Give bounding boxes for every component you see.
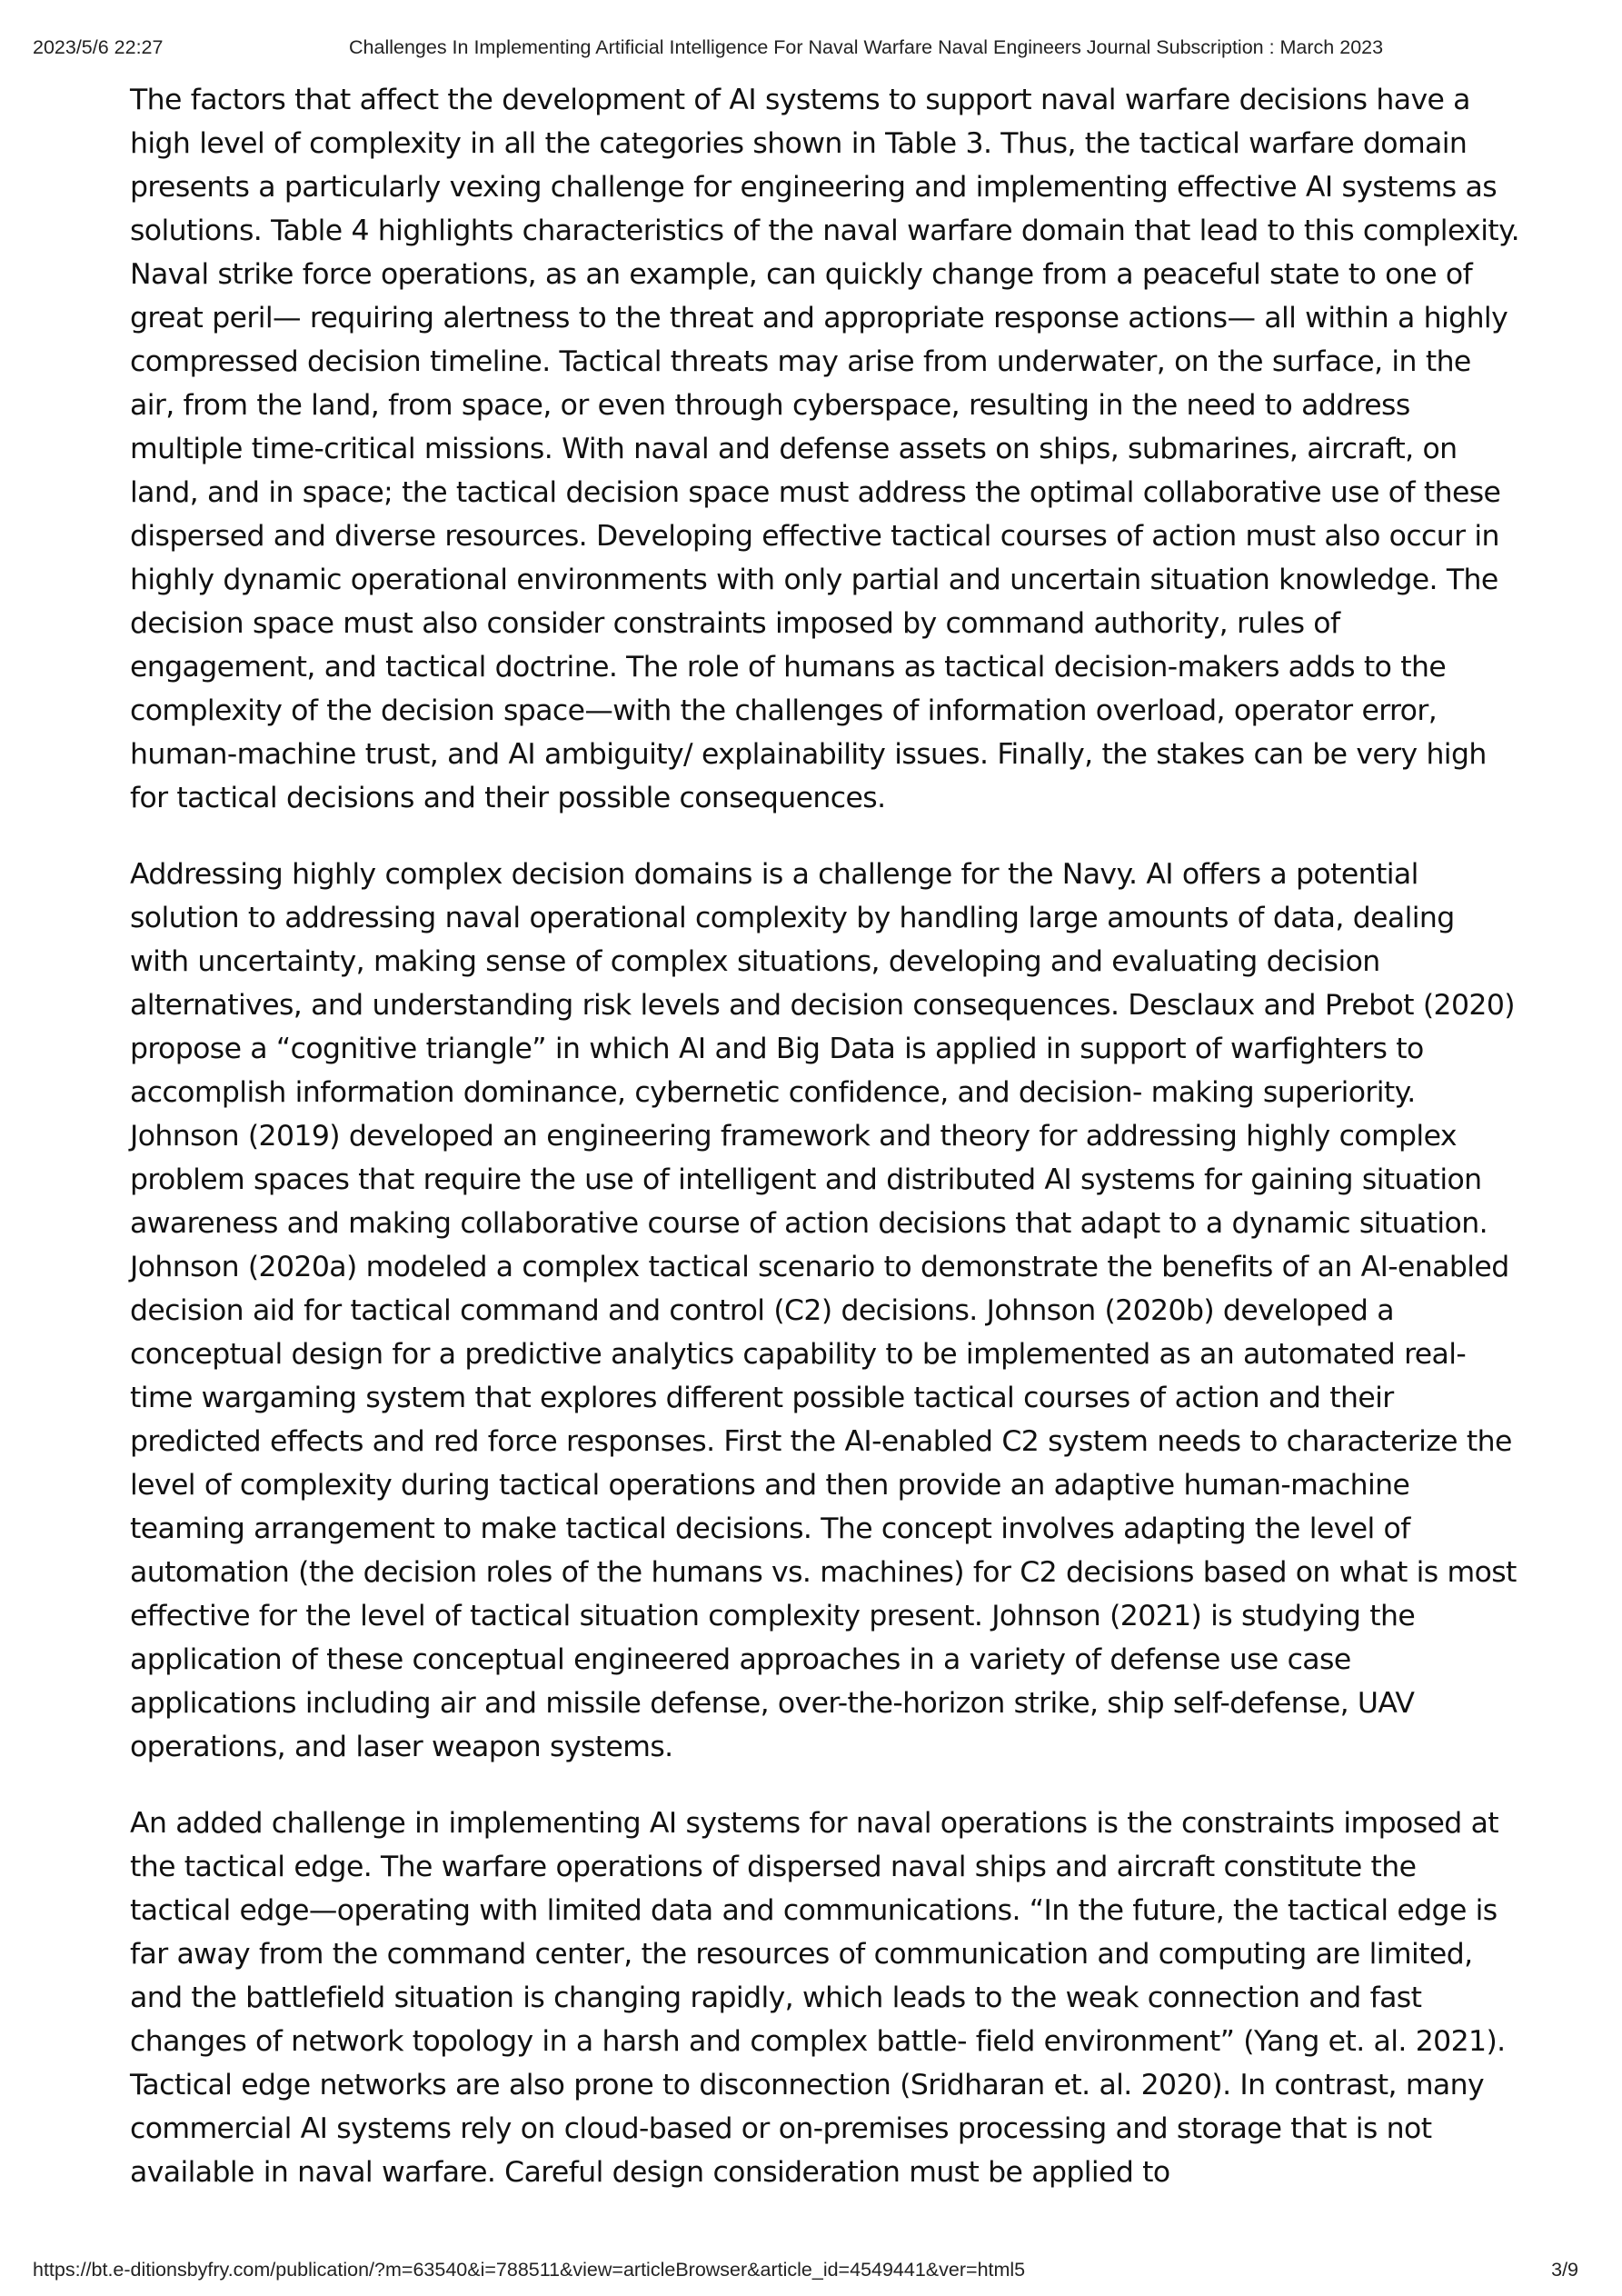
print-footer [33, 2259, 1589, 2286]
article-paragraph: Addressing highly complex decision domains is a challenge for the Navy. AI offers a potential solution to addressing naval operational complexity by handling large amounts of data, dealing with uncertainty, making sense of complex situations, developing and evaluating decision alternatives, and understanding risk levels and decision consequences. Desclaux and Prebot (2020) propose a “cognitive triangle” in which AI and Big Data is applied in support of warfighters to accomplish information dominance, cybernetic confidence, and decision- making superiority. Johnson (2019) developed an engineering framework and theory for addressing highly complex problem spaces that require the use of intelligent and distributed AI systems for gaining situation awareness and making collaborative course of action decisions that adapt to a dynamic situation. Johnson (2020a) modeled a complex tactical scenario to demonstrate the benefits of an AI-enabled decision aid for tactical command and control (C2) decisions. Johnson (2020b) developed a conceptual design for a predictive analytics capability to be implemented as an automated real-time wargaming system that explores different possible tactical courses of action and their predicted effects and red force responses. First the AI-enabled C2 system needs to characterize the level of complexity during tactical operations and then provide an adaptive human-machine teaming arrangement to make tactical decisions. The concept involves adapting the level of automation (the decision roles of the humans vs. machines) for C2 decisions based on what is most effective for the level of tactical situation complexity present. Johnson (2021) is studying the application of these conceptual engineered approaches in a variety of defense use case applications including air and missile defense, over-the-horizon strike, ship self-defense, UAV operations, and laser weapon systems. [130, 858, 1517, 1763]
page-number: 3/9 [1551, 2259, 1578, 2281]
article-body [130, 78, 1520, 2227]
document-title: Challenges In Implementing Artificial Intelligence For Naval Warfare Naval Engineers Journal Subscription : March 2023 [349, 36, 1384, 58]
article-paragraph: The factors that affect the development of AI systems to support naval warfare decisions have a high level of complexity in all the categories shown in Table 3. Thus, the tactical warfare domain presents a particularly vexing challenge for engineering and implementing effective AI systems as solutions. Table 4 highlights characteristics of the naval warfare domain that lead to this complexity. Naval strike force operations, as an example, can quickly change from a peaceful state to one of great peril— requiring alertness to the threat and appropriate response actions— all within a highly compressed decision timeline. Tactical threats may arise from underwater, on the surface, in the air, from the land, from space, or even through cyberspace, resulting in the need to address multiple time-critical missions. With naval and defense assets on ships, submarines, aircraft, on land, and in space; the tactical decision space must address the optimal collaborative use of these dispersed and diverse resources. Developing effective tactical courses of action must also occur in highly dynamic operational environments with only partial and uncertain situation knowledge. The decision space must also consider constraints imposed by command authority, rules of engagement, and tactical doctrine. The role of humans as tactical decision-makers adds to the complexity of the decision space—with the challenges of information overload, operator error, human-machine trust, and AI ambiguity/ explainability issues. Finally, the stakes can be very high for tactical decisions and their possible consequences. [130, 84, 1520, 814]
print-header [33, 36, 1589, 64]
article-paragraph: An added challenge in implementing AI systems for naval operations is the constraints imposed at the tactical edge. The warfare operations of dispersed naval ships and aircraft constitute the tactical edge—operating with limited data and communications. “In the future, the tactical edge is far away from the command center, the resources of communication and computing are limited, and the battlefield situation is changing rapidly, which leads to the weak connection and fast changes of network topology in a harsh and complex battle- field environment” (Yang et. al. 2021). Tactical edge networks are also prone to disconnection (Sridharan et. al. 2020). In contrast, many commercial AI systems rely on cloud-based or on-premises processing and storage that is not available in naval warfare. Careful design consideration must be applied to [130, 1807, 1506, 2189]
print-timestamp: 2023/5/6 22:27 [33, 36, 164, 58]
page-url: https://bt.e-ditionsbyfry.com/publication/?m=63540&i=788511&view=articleBrowser&article_id=4549441&ver=html5 [33, 2259, 1026, 2281]
